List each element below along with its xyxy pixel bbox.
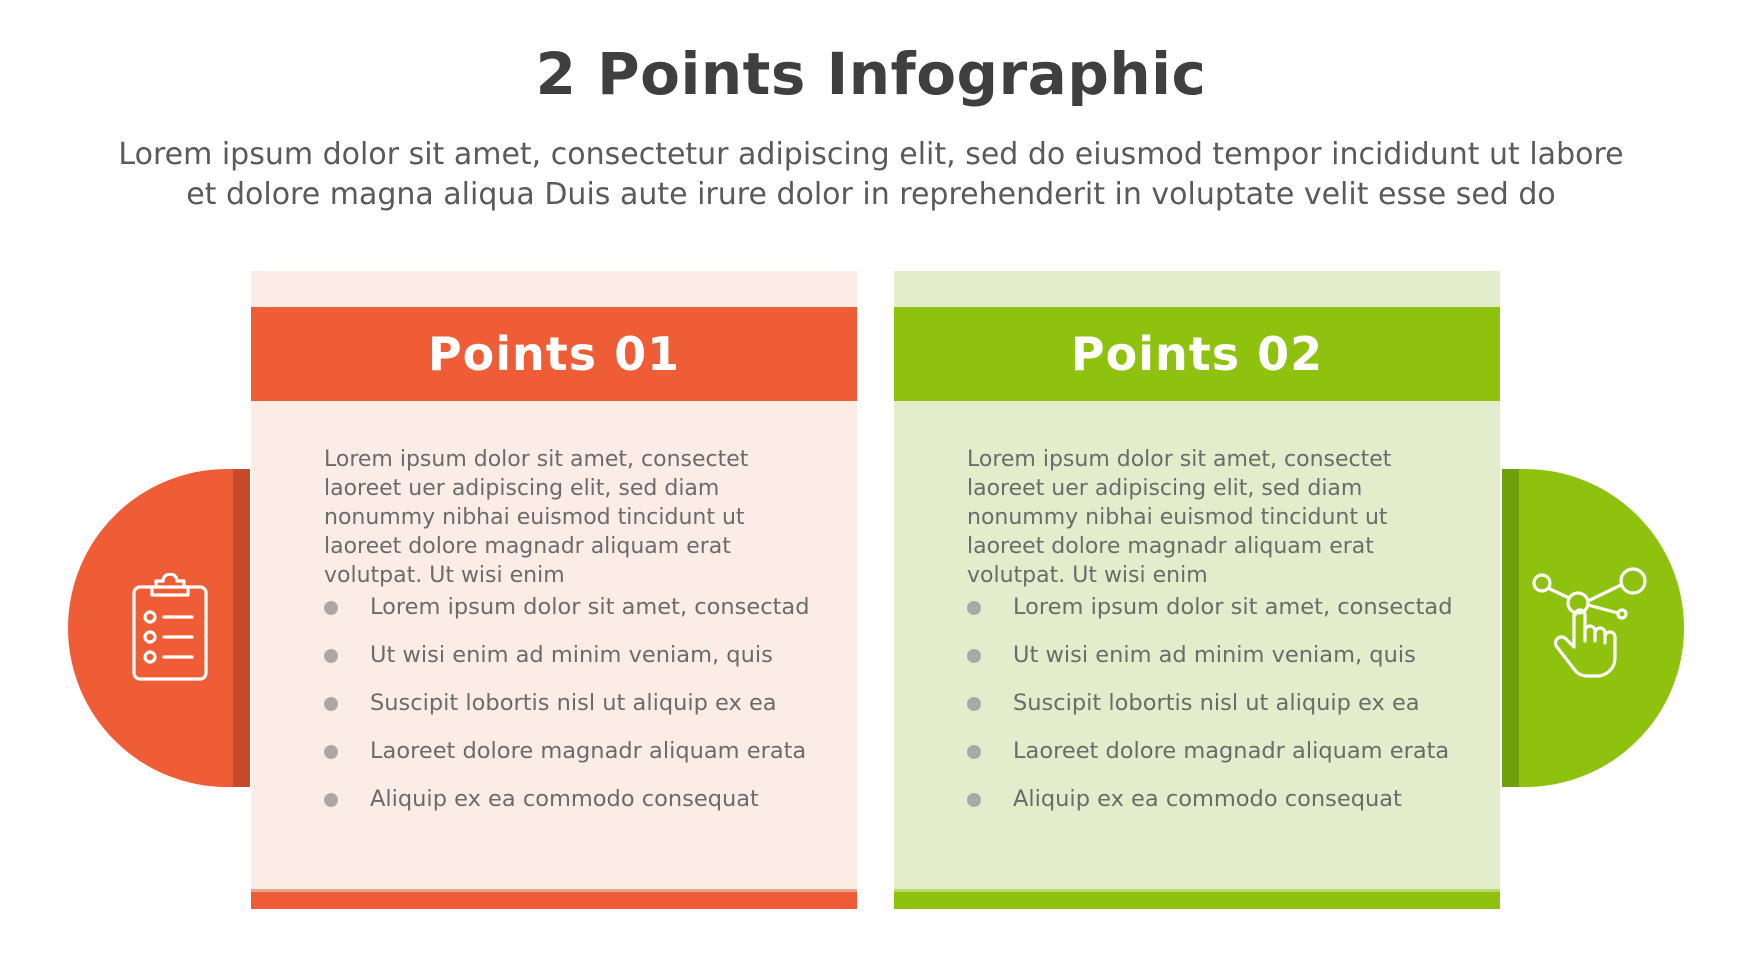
bullet-dot-icon	[324, 601, 338, 615]
list-item: Lorem ipsum dolor sit amet, consectad	[967, 592, 1452, 640]
list-item: Aliquip ex ea commodo consequat	[967, 784, 1452, 832]
point-2-header: Points 02	[894, 307, 1500, 401]
bullet-dot-icon	[967, 601, 981, 615]
bullet-dot-icon	[967, 745, 981, 759]
point-card-2	[894, 271, 1500, 909]
bullet-dot-icon	[324, 793, 338, 807]
list-item: Ut wisi enim ad minim veniam, quis	[967, 640, 1452, 688]
page-subtitle	[71, 135, 1671, 215]
subtitle-line-1: Lorem ipsum dolor sit amet, consectetur adipiscing elit, sed do eiusmod tempor incididunt ut labore	[118, 137, 1624, 172]
bullet-dot-icon	[324, 745, 338, 759]
point-card-1	[251, 271, 857, 909]
bullet-dot-icon	[324, 649, 338, 663]
point-1-bottom-bar	[251, 889, 857, 909]
bullet-dot-icon	[967, 649, 981, 663]
list-item: Aliquip ex ea commodo consequat	[324, 784, 809, 832]
list-item: Laoreet dolore magnadr aliquam erata	[324, 736, 809, 784]
point-2-bullet-list	[967, 592, 1452, 832]
list-item: Suscipit lobortis nisl ut aliquip ex ea	[967, 688, 1452, 736]
clipboard-list-icon	[130, 573, 210, 683]
page-title: 2 Points Infographic	[535, 40, 1207, 108]
list-item: Laoreet dolore magnadr aliquam erata	[967, 736, 1452, 784]
bullet-dot-icon	[967, 793, 981, 807]
bullet-dot-icon	[967, 697, 981, 711]
point-2-description: Lorem ipsum dolor sit amet, consectet laoreet uer adipiscing elit, sed diam nonummy nibhai euismod tincidunt ut laoreet dolore magnadr aliquam erat volutpat. Ut wisi enim	[967, 447, 1392, 588]
list-item: Ut wisi enim ad minim veniam, quis	[324, 640, 809, 688]
list-item: Suscipit lobortis nisl ut aliquip ex ea	[324, 688, 809, 736]
point-1-description: Lorem ipsum dolor sit amet, consectet laoreet uer adipiscing elit, sed diam nonummy nibhai euismod tincidunt ut laoreet dolore magnadr aliquam erat volutpat. Ut wisi enim	[324, 447, 749, 588]
point-1-bullet-list	[324, 592, 809, 832]
list-item: Lorem ipsum dolor sit amet, consectad	[324, 592, 809, 640]
bullet-dot-icon	[324, 697, 338, 711]
point-1-header: Points 01	[251, 307, 857, 401]
point-2-bottom-bar	[894, 889, 1500, 909]
touch-network-icon	[1530, 565, 1650, 690]
subtitle-line-2: et dolore magna aliqua Duis aute irure dolor in reprehenderit in voluptate velit esse sed do	[186, 177, 1556, 212]
